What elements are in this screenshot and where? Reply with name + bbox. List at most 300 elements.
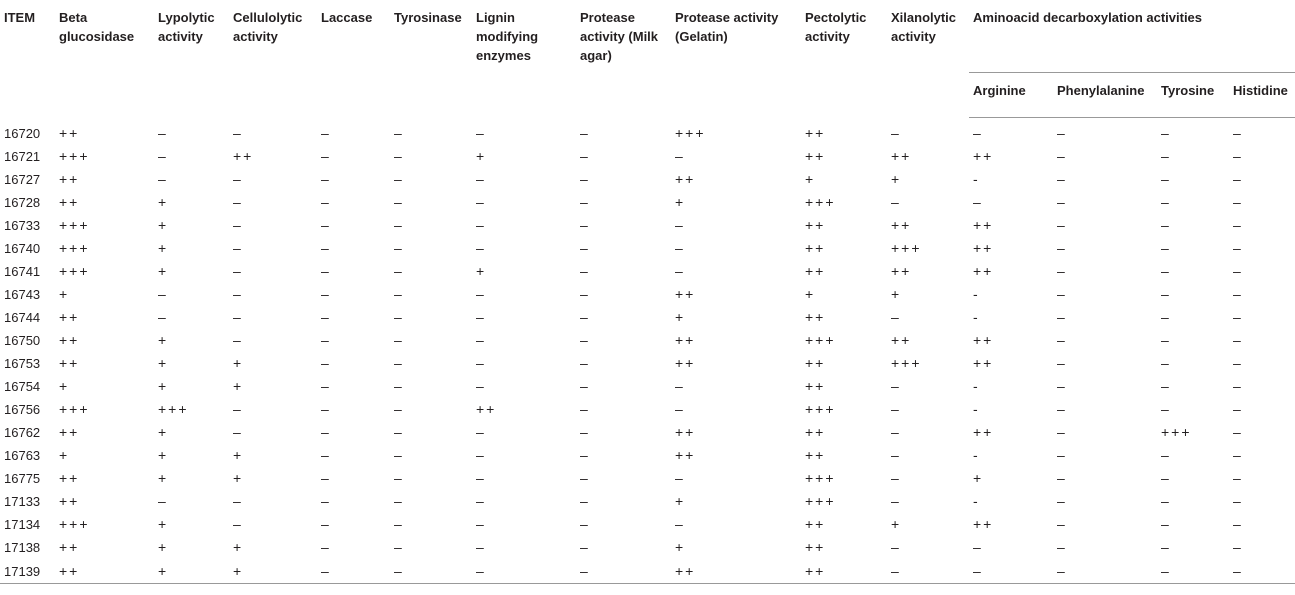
- activity-cell: ++: [891, 148, 912, 164]
- activity-cell: ++: [801, 559, 887, 584]
- activity-cell: –: [476, 516, 486, 532]
- header-xilanolytic-activity: Xilanolytic activity: [891, 10, 957, 44]
- activity-cell: –: [891, 378, 901, 394]
- activity-cell: ++: [476, 401, 497, 417]
- activity-cell: –: [394, 240, 404, 256]
- activity-cell: ++: [805, 539, 826, 555]
- activity-cell: +++: [59, 516, 90, 532]
- activity-cell: –: [1057, 217, 1067, 233]
- activity-cell: –: [394, 148, 404, 164]
- activity-cell: –: [580, 309, 590, 325]
- activity-cell: –: [1057, 447, 1067, 463]
- activity-cell: ++: [805, 516, 826, 532]
- item-id-cell: 16743: [4, 287, 41, 302]
- activity-cell: –: [580, 148, 590, 164]
- activity-cell: –: [158, 124, 168, 141]
- activity-cell: –: [891, 470, 901, 486]
- activity-cell: –: [675, 516, 685, 532]
- activity-cell: –: [321, 355, 331, 371]
- activity-cell: –: [1233, 125, 1243, 141]
- activity-cell: –: [1161, 378, 1171, 394]
- activity-cell: –: [969, 559, 1053, 584]
- activity-cell: –: [1057, 148, 1067, 164]
- activity-cell: –: [580, 240, 590, 256]
- activity-cell: ++: [59, 309, 80, 325]
- activity-cell: –: [580, 217, 590, 233]
- activity-cell: –: [233, 516, 243, 532]
- activity-cell: +++: [805, 493, 836, 509]
- item-id-cell: 16720: [4, 125, 41, 141]
- activity-cell: –: [973, 539, 983, 555]
- table-row: [0, 513, 1295, 536]
- activity-cell: –: [1233, 217, 1243, 233]
- activity-cell: –: [1233, 401, 1243, 417]
- activity-cell: +: [476, 263, 487, 279]
- header-aminoacid-decarboxylation: Aminoacid decarboxylation activities: [973, 10, 1203, 25]
- activity-cell: ++: [59, 470, 80, 486]
- activity-cell: ++: [59, 171, 80, 187]
- activity-cell: –: [472, 559, 576, 584]
- activity-cell: ++: [805, 148, 826, 164]
- header-lignin-modifying-enzymes: Lignin modifying enzymes: [476, 10, 539, 63]
- activity-cell: +: [158, 539, 169, 555]
- activity-cell: –: [1161, 355, 1171, 371]
- activity-cell: –: [1157, 559, 1229, 584]
- activity-cell: +: [158, 355, 169, 371]
- table-row: [0, 306, 1295, 329]
- activity-cell: +++: [805, 470, 836, 486]
- activity-cell: –: [158, 309, 168, 325]
- activity-cell: –: [476, 355, 486, 371]
- activity-cell: –: [233, 124, 243, 141]
- activity-cell: –: [233, 171, 243, 187]
- activity-cell: –: [476, 217, 486, 233]
- activity-cell: +: [158, 516, 169, 532]
- header-lypolytic-activity: Lypolytic activity: [158, 10, 215, 44]
- activity-cell: –: [394, 309, 404, 325]
- header-tyrosinase: Tyrosinase: [394, 10, 462, 25]
- activity-cell: –: [394, 516, 404, 532]
- activity-cell: +: [158, 470, 169, 486]
- activity-cell: -: [973, 447, 980, 463]
- activity-cell: ++: [805, 217, 826, 233]
- activity-cell: –: [476, 286, 486, 302]
- activity-cell: ++: [671, 559, 801, 584]
- activity-cell: –: [321, 240, 331, 256]
- activity-cell: ++: [59, 493, 80, 509]
- activity-cell: –: [1233, 148, 1243, 164]
- activity-cell: –: [1057, 125, 1067, 141]
- activity-cell: –: [158, 286, 168, 302]
- activity-cell: –: [476, 240, 486, 256]
- activity-cell: +: [973, 470, 984, 486]
- activity-cell: +++: [805, 194, 836, 210]
- activity-cell: –: [1057, 378, 1067, 394]
- activity-cell: ++: [973, 240, 994, 256]
- activity-cell: –: [321, 263, 331, 279]
- activity-cell: –: [1161, 286, 1171, 302]
- activity-cell: +: [675, 539, 686, 555]
- activity-cell: –: [394, 332, 404, 348]
- activity-cell: –: [1057, 171, 1067, 187]
- item-id-cell: 16741: [4, 264, 41, 279]
- activity-cell: –: [321, 124, 331, 141]
- table-row: [0, 214, 1295, 237]
- activity-cell: +++: [891, 240, 922, 256]
- table-row: [0, 536, 1295, 559]
- item-id-cell: 16756: [4, 402, 41, 417]
- activity-cell: +: [233, 447, 244, 463]
- activity-cell: +: [233, 539, 244, 555]
- activity-cell: –: [158, 148, 168, 164]
- sub-header-histidine: Histidine: [1229, 73, 1295, 118]
- activity-cell: –: [891, 124, 901, 141]
- activity-cell: –: [1057, 424, 1067, 440]
- activity-cell: –: [321, 194, 331, 210]
- item-id-cell: 16753: [4, 356, 41, 371]
- activity-cell: –: [1057, 332, 1067, 348]
- activity-cell: –: [580, 286, 590, 302]
- activity-cell: –: [1161, 240, 1171, 256]
- activity-cell: –: [321, 424, 331, 440]
- activity-cell: –: [1233, 171, 1243, 187]
- activity-cell: –: [1057, 263, 1067, 279]
- activity-cell: ++: [891, 217, 912, 233]
- table-row: [0, 168, 1295, 191]
- item-id-cell: 16762: [4, 425, 41, 440]
- activity-cell: ++: [973, 424, 994, 440]
- activity-cell: –: [580, 263, 590, 279]
- activity-cell: +: [158, 194, 169, 210]
- activity-cell: –: [233, 401, 243, 417]
- activity-cell: +: [891, 286, 902, 302]
- activity-cell: –: [390, 559, 472, 584]
- activity-cell: ++: [973, 217, 994, 233]
- activity-cell: –: [580, 539, 590, 555]
- activity-cell: –: [1161, 493, 1171, 509]
- activity-cell: –: [580, 424, 590, 440]
- activity-cell: –: [1233, 355, 1243, 371]
- activity-cell: –: [476, 309, 486, 325]
- activity-cell: +++: [59, 148, 90, 164]
- activity-cell: –: [580, 355, 590, 371]
- activity-cell: –: [233, 332, 243, 348]
- activity-cell: +++: [1161, 424, 1192, 440]
- header-laccase: Laccase: [321, 10, 373, 25]
- table-row: [0, 283, 1295, 306]
- activity-cell: –: [1161, 470, 1171, 486]
- activity-cell: –: [233, 240, 243, 256]
- activity-cell: –: [1233, 309, 1243, 325]
- activity-cell: –: [1233, 263, 1243, 279]
- activity-cell: –: [321, 470, 331, 486]
- activity-cell: –: [233, 309, 243, 325]
- activity-cell: –: [1233, 240, 1243, 256]
- activity-cell: +++: [59, 263, 90, 279]
- activity-cell: ++: [805, 240, 826, 256]
- activity-cell: –: [1057, 355, 1067, 371]
- activity-cell: +: [229, 559, 317, 584]
- activity-cell: –: [394, 470, 404, 486]
- activity-cell: +++: [59, 401, 90, 417]
- activity-cell: –: [891, 424, 901, 440]
- activity-cell: –: [321, 217, 331, 233]
- activity-cell: +: [233, 470, 244, 486]
- activity-cell: ++: [891, 332, 912, 348]
- activity-cell: –: [321, 516, 331, 532]
- activity-cell: –: [1233, 194, 1243, 210]
- activity-cell: –: [476, 424, 486, 440]
- activity-cell: –: [1233, 286, 1243, 302]
- activity-cell: ++: [233, 148, 254, 164]
- activity-cell: +: [233, 378, 244, 394]
- activity-cell: –: [158, 171, 168, 187]
- activity-cell: +: [158, 332, 169, 348]
- activity-cell: –: [675, 263, 685, 279]
- table-row: [0, 191, 1295, 214]
- activity-cell: -: [973, 401, 980, 417]
- activity-cell: ++: [805, 309, 826, 325]
- activity-cell: ++: [59, 424, 80, 440]
- activity-cell: ++: [973, 355, 994, 371]
- activity-cell: –: [675, 240, 685, 256]
- activity-cell: –: [394, 217, 404, 233]
- table-row: [0, 352, 1295, 375]
- activity-cell: +: [891, 516, 902, 532]
- activity-cell: –: [973, 194, 983, 210]
- activity-cell: –: [1057, 539, 1067, 555]
- activity-cell: –: [233, 424, 243, 440]
- activity-cell: –: [1057, 516, 1067, 532]
- activity-cell: –: [1233, 493, 1243, 509]
- activity-cell: –: [580, 378, 590, 394]
- activity-cell: –: [580, 401, 590, 417]
- item-id-cell: 17133: [4, 494, 41, 509]
- activity-cell: ++: [59, 124, 80, 141]
- activity-cell: +: [59, 378, 70, 394]
- item-id-cell: 16754: [4, 379, 41, 394]
- activity-cell: -: [973, 493, 980, 509]
- activity-cell: –: [321, 401, 331, 417]
- sub-header-tyrosine: Tyrosine: [1157, 73, 1229, 118]
- activity-cell: +: [59, 286, 70, 302]
- activity-cell: ++: [675, 355, 696, 371]
- activity-cell: +: [805, 171, 816, 187]
- activity-cell: –: [675, 217, 685, 233]
- activity-cell: –: [675, 401, 685, 417]
- activity-cell: –: [1161, 125, 1171, 141]
- activity-cell: –: [1233, 378, 1243, 394]
- activity-cell: +++: [891, 355, 922, 371]
- header-item: ITEM: [4, 10, 36, 25]
- activity-cell: –: [891, 309, 901, 325]
- activity-cell: –: [1057, 493, 1067, 509]
- header-protease-milk-agar: Protease activity (Milk agar): [580, 10, 659, 63]
- activity-cell: +++: [805, 401, 836, 417]
- activity-cell: –: [1233, 539, 1243, 555]
- activity-cell: ++: [675, 171, 696, 187]
- header-cellulolytic-activity: Cellulolytic activity: [233, 10, 303, 44]
- item-id-cell: 17138: [4, 540, 41, 555]
- activity-cell: –: [1233, 332, 1243, 348]
- activity-cell: –: [476, 378, 486, 394]
- activity-cell: +: [59, 447, 70, 463]
- activity-cell: -: [973, 286, 980, 302]
- activity-cell: –: [394, 401, 404, 417]
- activity-cell: ++: [805, 124, 826, 141]
- table-row: [0, 444, 1295, 467]
- activity-cell: ++: [973, 332, 994, 348]
- activity-cell: –: [1057, 309, 1067, 325]
- activity-cell: –: [891, 194, 901, 210]
- activity-cell: –: [233, 217, 243, 233]
- activity-cell: –: [1161, 401, 1171, 417]
- activity-cell: +: [675, 309, 686, 325]
- item-id-cell: 16727: [4, 172, 41, 187]
- activity-cell: ++: [805, 355, 826, 371]
- activity-cell: –: [580, 332, 590, 348]
- activity-cell: –: [580, 171, 590, 187]
- activity-cell: –: [1233, 424, 1243, 440]
- activity-cell: –: [321, 447, 331, 463]
- activity-cell: –: [394, 539, 404, 555]
- item-id-cell: 17134: [4, 517, 41, 532]
- activity-cell: -: [973, 171, 980, 187]
- activity-cell: –: [580, 493, 590, 509]
- activity-cell: –: [891, 447, 901, 463]
- item-id-cell: 16733: [4, 218, 41, 233]
- activity-cell: –: [1057, 401, 1067, 417]
- activity-cell: –: [1161, 516, 1171, 532]
- activity-cell: ++: [59, 539, 80, 555]
- activity-cell: –: [476, 447, 486, 463]
- activity-cell: +++: [675, 124, 706, 141]
- table-row: [0, 559, 1295, 584]
- table-row: [0, 375, 1295, 398]
- activity-cell: –: [1161, 332, 1171, 348]
- activity-cell: ++: [675, 286, 696, 302]
- activity-cell: +: [158, 447, 169, 463]
- item-id-cell: 17139: [0, 559, 55, 584]
- activity-cell: ++: [805, 447, 826, 463]
- activity-cell: –: [580, 470, 590, 486]
- table-body: [0, 118, 1295, 584]
- activity-cell: –: [394, 355, 404, 371]
- activity-cell: ++: [59, 332, 80, 348]
- activity-cell: –: [1233, 470, 1243, 486]
- activity-cell: –: [476, 124, 486, 141]
- activity-cell: –: [1233, 516, 1243, 532]
- activity-cell: –: [1161, 447, 1171, 463]
- activity-cell: –: [321, 148, 331, 164]
- table-row: [0, 260, 1295, 283]
- activity-cell: +: [675, 493, 686, 509]
- table-row: [0, 329, 1295, 352]
- sub-header-phenylalanine: Phenylalanine: [1053, 73, 1157, 118]
- activity-cell: –: [1057, 470, 1067, 486]
- activity-cell: +: [158, 217, 169, 233]
- activity-cell: +: [154, 559, 229, 584]
- activity-cell: +++: [59, 240, 90, 256]
- activity-cell: ++: [55, 559, 154, 584]
- activity-cell: –: [580, 124, 590, 141]
- item-id-cell: 16750: [4, 333, 41, 348]
- activity-cell: +++: [59, 217, 90, 233]
- activity-cell: –: [576, 559, 671, 584]
- item-id-cell: 16744: [4, 310, 41, 325]
- activity-cell: –: [891, 401, 901, 417]
- activity-cell: –: [394, 286, 404, 302]
- activity-cell: –: [233, 194, 243, 210]
- activity-cell: ++: [891, 263, 912, 279]
- activity-cell: –: [675, 378, 685, 394]
- activity-cell: -: [973, 309, 980, 325]
- table-row: [0, 467, 1295, 490]
- activity-cell: ++: [675, 332, 696, 348]
- header-row: [0, 0, 1295, 73]
- activity-cell: –: [580, 447, 590, 463]
- activity-cell: –: [1161, 539, 1171, 555]
- activity-cell: –: [1161, 194, 1171, 210]
- activity-cell: +: [158, 263, 169, 279]
- activity-cell: –: [476, 493, 486, 509]
- activity-cell: +: [233, 355, 244, 371]
- activity-cell: –: [233, 263, 243, 279]
- activity-cell: –: [321, 378, 331, 394]
- item-id-cell: 16728: [4, 195, 41, 210]
- activity-cell: –: [321, 539, 331, 555]
- sub-header-arginine: Arginine: [969, 73, 1053, 118]
- table-row: [0, 398, 1295, 421]
- activity-cell: –: [476, 194, 486, 210]
- activity-cell: -: [973, 378, 980, 394]
- activity-cell: ++: [805, 424, 826, 440]
- activity-cell: +: [158, 378, 169, 394]
- activity-cell: +: [891, 171, 902, 187]
- activity-cell: –: [321, 286, 331, 302]
- activity-cell: –: [891, 493, 901, 509]
- activity-cell: ++: [675, 447, 696, 463]
- activity-cell: –: [891, 539, 901, 555]
- item-id-cell: 16763: [4, 448, 41, 463]
- table-row: [0, 490, 1295, 513]
- activity-cell: –: [476, 470, 486, 486]
- header-beta-glucosidase: Beta glucosidase: [59, 10, 135, 44]
- activity-cell: –: [233, 493, 243, 509]
- activity-cell: –: [1057, 286, 1067, 302]
- activity-cell: –: [476, 332, 486, 348]
- activity-cell: +: [158, 424, 169, 440]
- activity-cell: +: [158, 240, 169, 256]
- activity-cell: +: [805, 286, 816, 302]
- activity-cell: –: [1229, 559, 1295, 584]
- activity-cell: –: [394, 493, 404, 509]
- table-row: [0, 421, 1295, 444]
- activity-cell: –: [1233, 447, 1243, 463]
- activity-cell: –: [580, 194, 590, 210]
- activity-cell: +: [476, 148, 487, 164]
- activity-cell: –: [394, 171, 404, 187]
- activity-cell: –: [476, 539, 486, 555]
- activity-cell: ++: [805, 263, 826, 279]
- table-row: [0, 237, 1295, 260]
- activity-cell: –: [394, 263, 404, 279]
- activity-cell: +: [675, 194, 686, 210]
- item-id-cell: 16721: [4, 149, 41, 164]
- activity-cell: –: [233, 286, 243, 302]
- activity-cell: –: [580, 516, 590, 532]
- activity-cell: –: [394, 424, 404, 440]
